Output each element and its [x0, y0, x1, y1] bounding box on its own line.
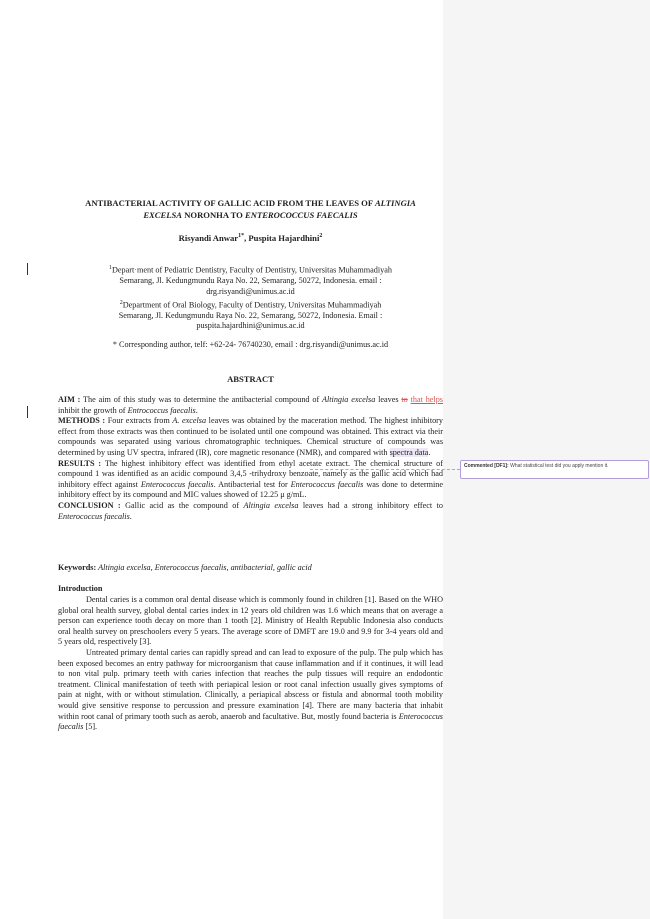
abstract-results: RESULTS : The highest inhibitory effect was identified from ethyl acetate extract. The chemical structure of compound 1 was identified as an acidic compound 3,4,5 -trihydroxy benzoate, namely as the gallic acid which had inhibitory effect against Enterococcus faecalis. Antibacterial test for Enterococcus faecalis was done to determine inhibitory effect by its compound and MIC values showed of 12.25 μ g/mL.: [58, 458, 443, 500]
review-comment[interactable]: Commented [DF1]: What statistical test did you apply mention it.: [460, 460, 649, 479]
abstract-conclusion: CONCLUSION : Gallic acid as the compound of Altingia excelsa leaves had a strong inhibitory effect to Enterococcus faecalis.: [58, 500, 443, 521]
change-bar: [27, 406, 28, 418]
tracked-insertion[interactable]: that helps: [410, 395, 443, 404]
keywords: Keywords: Altingia excelsa, Enterococcus faecalis, antibacterial, gallic acid: [58, 563, 312, 572]
tracked-deletion[interactable]: to: [401, 395, 408, 404]
paper-title: ANTIBACTERIAL ACTIVITY OF GALLIC ACID FROM THE LEAVES OF ALTINGIA EXCELSA NORONHA TO ENTEROCOCCUS FAECALIS: [85, 198, 416, 220]
affiliation-1: $^1$Depart·ment of Pediatric Dentistry, Faculty of Dentistry, Universitas Muhammadiyah Semarang, Jl. Kedungmundu Raya No. 22, Semarang, 50272, Indonesia. email : drg.risyandi@unimus.ac.id: [109, 265, 392, 296]
affiliation-2: $^2$Department of Oral Biology, Faculty of Dentistry, Universitas Muhammadiyah Semarang, Jl. Kedungmundu Raya No. 22, Semarang, 50272, Indonesia. Email : puspita.hajardhini@unimus.ac.id: [118, 299, 383, 331]
author-name: Risyandi Anwar: [178, 232, 239, 243]
abstract-aim: AIM : The aim of this study was to determine the antibacterial compound of Altingia excelsa leaves to that helps inhibit the growth of Entrococcus faecalis.: [58, 395, 443, 415]
abstract-heading: ABSTRACT: [227, 374, 274, 384]
corresponding-author: * Corresponding author, telf: +62-24- 76740230, email : drg.risyandi@unimus.ac.id: [112, 340, 389, 349]
abstract-body: [58, 395, 443, 522]
comment-connector: [310, 469, 460, 471]
change-bar: [27, 263, 28, 275]
abstract-methods: METHODS : Four extracts from A. excelsa leaves was obtained by the maceration method. The highest inhibitory effect from those extracts was then continued to be isolated until one compound was obtained. This extract via their compounds was separated using various chromatographic techniques. Chemical structure of compounds was determined by using UV spectra, infrared (IR), core magnetic resonance (NMR), and compared with spectra data.: [58, 416, 444, 457]
paragraph: Dental caries is a common oral dental disease which is commonly found in children [1]. Based on the WHO global oral health survey, global dental caries index in 12 years old children was 1.6 which means that on average a person can experience tooth decay on more than 1 tooth [2]. Ministry of Health Republic Indonesia also conducts oral health survey on preschoolers every 5 years. The average score of DMFT are 19.0 and 9.9 for 3-4 years old and 5 years old, respectively [3].: [58, 595, 443, 647]
affiliations: [58, 263, 443, 332]
comment-anchor[interactable]: spectra data: [389, 447, 429, 457]
introduction-body: [58, 595, 443, 733]
paragraph: Untreated primary dental caries can rapidly spread and can lead to exposure of the pulp. The pulp which has been exposed becomes an entry pathway for microorganism that cause inflammation and if it continues, it will lead to non vital pulp. primary teeth with caries infection that reaches the pulp tissues will require an endodontic treatment. Clinical manifestation of teeth with periapical lesion or root canal infection usually gives symptoms of pain at night, with or without stimulation. Clinically, a periapical abscess or fistula and abnormal tooth mobility would give sensitive response to percussion and pressure examination [4]. There are many bacteria that inhabit within root canal of primary tooth such as aerob, anaerob and facultative. But, mostly found bacteria is Enterococcus faecalis [5].: [58, 647, 443, 732]
author-list: Risyandi Anwar$^{1*}$, Puspita Hajardhini$^2$: [178, 232, 323, 243]
section-heading-introduction: Introduction: [58, 584, 103, 593]
author-name: Puspita Hajardhini: [248, 232, 320, 243]
